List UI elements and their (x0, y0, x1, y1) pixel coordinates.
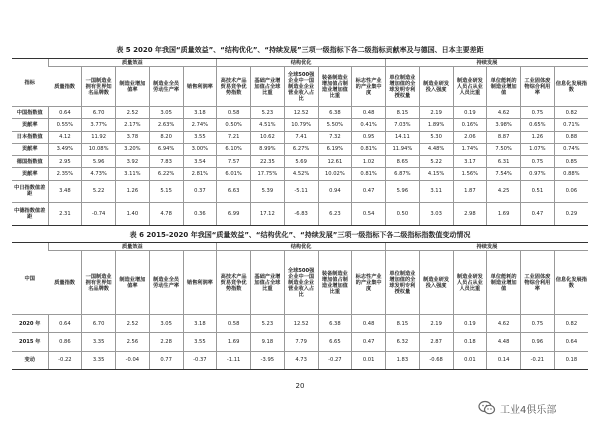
table-cell: 1.07% (521, 143, 555, 155)
table-cell: 4.51% (251, 119, 285, 131)
t5-column-header: 销售利润率 (183, 67, 217, 107)
table-row (12, 315, 588, 333)
t5-column-header: 制造业研发投入强度 (419, 67, 453, 107)
table-cell: 5.96 (82, 156, 116, 168)
t6-column-header: 基础产业增加值占全球比重 (251, 251, 285, 315)
table-cell: 1.26 (521, 131, 555, 143)
table-cell: 0.01 (352, 351, 386, 369)
t6-column-header: 标志性产业的产业集中度 (352, 251, 386, 315)
table-cell: 3.11% (116, 168, 150, 180)
table-cell: 0.77 (149, 351, 183, 369)
t5-column-header: 高技术产品贸易竞争优势指数 (217, 67, 251, 107)
table-cell: 6.94% (149, 143, 183, 155)
table-cell: 6.23 (318, 203, 352, 226)
table-cell: 3.18 (183, 107, 217, 119)
table-cell: 12.52 (284, 107, 318, 119)
table-cell: 2.74% (183, 119, 217, 131)
table-cell: -0.68 (419, 351, 453, 369)
t6-group-structure: 结构优化 (217, 243, 386, 251)
table-cell: -3.95 (251, 351, 285, 369)
table-cell: 0.82 (554, 315, 588, 333)
row-label: 2015 年 (12, 333, 48, 351)
table-cell: 5.96 (386, 180, 420, 203)
table-cell: 3.11 (419, 180, 453, 203)
table-cell: 0.75 (521, 315, 555, 333)
table-cell: -0.22 (48, 351, 82, 369)
table-cell: 3.78 (116, 131, 150, 143)
t5-group-sustain: 持续发展 (386, 59, 589, 67)
t5-column-header: 一国制造业拥有世界知名品牌数 (82, 67, 116, 107)
table-cell: 1.26 (116, 180, 150, 203)
table-cell: 2.56 (116, 333, 150, 351)
table-cell: 6.87% (386, 168, 420, 180)
table-cell: 2.31 (48, 203, 82, 226)
table-cell: 2.52 (116, 107, 150, 119)
table6 (12, 242, 588, 370)
table-cell: 3.48 (48, 180, 82, 203)
table-cell: 0.64 (554, 333, 588, 351)
t6-column-header: 全球500强企业中一国制造业企业营业收入占比 (284, 251, 318, 315)
t6-group-quality: 质量效益 (48, 243, 217, 251)
table-cell: 0.47 (352, 180, 386, 203)
t5-column-header: 装备制造业增加值占制造业增加值比重 (318, 67, 352, 107)
table-cell: 0.37 (183, 180, 217, 203)
table-cell: 6.38 (318, 315, 352, 333)
table-cell: -0.74 (82, 203, 116, 226)
table-cell: 2.95 (48, 156, 82, 168)
t5-column-header: 制造业增加值率 (116, 67, 150, 107)
table-cell: 12.61 (318, 156, 352, 168)
table-cell: 3.20% (116, 143, 150, 155)
table-cell: 2.19 (419, 107, 453, 119)
table-row (12, 351, 588, 369)
watermark (478, 400, 556, 416)
table-cell: 2.28 (149, 333, 183, 351)
table-cell: 7.32 (318, 131, 352, 143)
table-cell: 6.38 (318, 107, 352, 119)
table6-caption: 表 6 2015-2020 年我国“质量效益”、“结构优化”、“持续发展”三项一级指标下各二级指标指数值变动情况 (129, 231, 471, 239)
table-cell: 5.22 (82, 180, 116, 203)
table-row (12, 107, 588, 119)
table-cell: 3.98% (487, 119, 521, 131)
table-cell: 7.50% (487, 143, 521, 155)
table-cell: 2.35% (48, 168, 82, 180)
table-cell: 1.83 (386, 351, 420, 369)
table-cell: 1.69 (487, 203, 521, 226)
t5-column-header: 基础产业增加值占全球比重 (251, 67, 285, 107)
table-row (12, 180, 588, 203)
table-cell: 4.48% (419, 143, 453, 155)
table-cell: 0.50% (217, 119, 251, 131)
table-cell: 6.65 (318, 333, 352, 351)
table-cell: 8.87 (487, 131, 521, 143)
table-cell: 7.79 (284, 333, 318, 351)
table-cell: 3.00% (183, 143, 217, 155)
table-cell: 0.18 (554, 351, 588, 369)
table-cell: 4.25 (487, 180, 521, 203)
row-label: 中国指数值 (12, 107, 48, 119)
table-cell: 0.06 (554, 180, 588, 203)
table-cell: -0.37 (183, 351, 217, 369)
table-cell: -5.11 (284, 180, 318, 203)
row-label: 贡献率 (12, 119, 48, 131)
table-cell: 0.19 (453, 107, 487, 119)
table-cell: 4.12 (48, 131, 82, 143)
table-cell: 10.79% (284, 119, 318, 131)
table-row (12, 168, 588, 180)
table-cell: 1.56% (453, 168, 487, 180)
t5-column-header: 标志性产业的产业集中度 (352, 67, 386, 107)
table-cell: 3.55 (183, 131, 217, 143)
table-cell: 2.17% (116, 119, 150, 131)
table-cell: 8.99% (251, 143, 285, 155)
table-cell: 5.23 (251, 315, 285, 333)
t6-column-header: 质量指数 (48, 251, 82, 315)
table-cell: 0.47 (352, 333, 386, 351)
table-cell: 0.65% (521, 119, 555, 131)
table-cell: 10.02% (318, 168, 352, 180)
table-cell: 1.87 (453, 180, 487, 203)
table-cell: 4.73% (82, 168, 116, 180)
table-cell: 6.99 (217, 203, 251, 226)
table-cell: 0.88 (554, 131, 588, 143)
table-cell: 3.18 (183, 315, 217, 333)
table-cell: 3.17 (453, 156, 487, 168)
row-label: 贡献率 (12, 143, 48, 155)
table-cell: 11.94% (386, 143, 420, 155)
row-label: 变动 (12, 351, 48, 369)
table-cell: 5.50% (318, 119, 352, 131)
table-cell: 5.39 (251, 180, 285, 203)
table-cell: 3.35 (82, 351, 116, 369)
table-cell: -0.04 (116, 351, 150, 369)
table5-caption: 表 5 2020 年我国“质量效益”、“结构优化”、“持续发展”三项一级指标下各二级指标贡献率及与德国、日本主要差距 (116, 46, 484, 54)
table-cell: 0.74% (554, 143, 588, 155)
table-cell: -1.11 (217, 351, 251, 369)
table-cell: 6.70 (82, 315, 116, 333)
table-cell: 0.18 (453, 333, 487, 351)
table-cell: 12.52 (284, 315, 318, 333)
table-cell: 5.30 (419, 131, 453, 143)
row-label: 日本指数值 (12, 131, 48, 143)
table-cell: 2.63% (149, 119, 183, 131)
table-cell: 2.87 (419, 333, 453, 351)
table5 (12, 58, 588, 226)
table-cell: 1.02 (352, 156, 386, 168)
wechat-icon (478, 400, 496, 416)
t5-column-header: 单位能耗的制造业增加值 (487, 67, 521, 107)
t6-column-header: 高技术产品贸易竞争优势指数 (217, 251, 251, 315)
table-cell: 3.55 (183, 333, 217, 351)
table-cell: 7.57 (217, 156, 251, 168)
table-cell: 5.15 (149, 180, 183, 203)
t5-column-header: 制造业研发人员占从业人员比重 (453, 67, 487, 107)
t6-column-header: 制造业研发投入强度 (419, 251, 453, 315)
table-cell: 0.29 (554, 203, 588, 226)
row-label: 德国指数值 (12, 156, 48, 168)
t6-column-header: 单位制造业增加值的全球发明专利授权量 (386, 251, 420, 315)
table-cell: 3.05 (149, 107, 183, 119)
table-cell: 0.71% (554, 119, 588, 131)
table-cell: 0.85 (554, 156, 588, 168)
table-cell: 0.64 (48, 107, 82, 119)
table-cell: 0.58 (217, 107, 251, 119)
table-cell: 4.73 (284, 351, 318, 369)
table-cell: 4.78 (149, 203, 183, 226)
watermark-text: 工业4俱乐部 (500, 404, 557, 416)
table-cell: 0.47 (521, 203, 555, 226)
table-cell: 4.48 (487, 333, 521, 351)
table-cell: 3.49% (48, 143, 82, 155)
table-cell: 2.81% (183, 168, 217, 180)
t6-column-header: 制造业增加值率 (116, 251, 150, 315)
table-cell: 5.23 (251, 107, 285, 119)
table-cell: 4.15% (419, 168, 453, 180)
table-cell: 1.40 (116, 203, 150, 226)
table-cell: 0.48 (352, 315, 386, 333)
t6-column-header: 工业固体废物综合利用率 (521, 251, 555, 315)
t5-column-header: 信息化发展指数 (554, 67, 588, 107)
table-cell: 6.01% (217, 168, 251, 180)
table-cell: 0.96 (521, 333, 555, 351)
table-cell: 1.89% (419, 119, 453, 131)
table-cell: 0.82 (554, 107, 588, 119)
t5-column-header: 工业固体废物综合利用率 (521, 67, 555, 107)
table-cell: 8.15 (386, 315, 420, 333)
row-label: 中日指数值差距 (12, 180, 48, 203)
table-cell: 0.50 (386, 203, 420, 226)
table-cell: 6.27% (284, 143, 318, 155)
table-cell: 0.36 (183, 203, 217, 226)
table-cell: 0.41% (352, 119, 386, 131)
table-cell: 0.86 (48, 333, 82, 351)
table-cell: -0.21 (521, 351, 555, 369)
table-cell: -0.27 (318, 351, 352, 369)
row-label: 2020 年 (12, 315, 48, 333)
t5-header-indicator: 指标 (12, 59, 48, 107)
table-cell: 4.62 (487, 315, 521, 333)
t6-column-header: 信息化发展指数 (554, 251, 588, 315)
table-cell: 3.03 (419, 203, 453, 226)
table-cell: 17.12 (251, 203, 285, 226)
table-cell: 7.03% (386, 119, 420, 131)
table-cell: 0.01 (453, 351, 487, 369)
table-cell: 0.95 (352, 131, 386, 143)
page-number: 20 (295, 382, 305, 390)
t5-column-header: 制造业全员劳动生产率 (149, 67, 183, 107)
table-cell: 6.10% (217, 143, 251, 155)
table-cell: 0.19 (453, 315, 487, 333)
table-cell: 0.51 (521, 180, 555, 203)
table-row (12, 203, 588, 226)
table-cell: 7.83 (149, 156, 183, 168)
table-cell: 7.21 (217, 131, 251, 143)
table-cell: 0.75 (521, 156, 555, 168)
table-cell: 0.81% (352, 168, 386, 180)
table-cell: 5.69 (284, 156, 318, 168)
table-cell: 0.64 (48, 315, 82, 333)
table-cell: 2.19 (419, 315, 453, 333)
table-cell: 8.15 (386, 107, 420, 119)
t6-column-header: 制造业全员劳动生产率 (149, 251, 183, 315)
table-cell: 8.65 (386, 156, 420, 168)
table-cell: 0.97% (521, 168, 555, 180)
table-cell: 17.75% (251, 168, 285, 180)
table-cell: 5.22 (419, 156, 453, 168)
t6-column-header: 一国制造业拥有世界知名品牌数 (82, 251, 116, 315)
table-row (12, 143, 588, 155)
table-cell: 14.11 (386, 131, 420, 143)
table-cell: 8.20 (149, 131, 183, 143)
table-cell: 0.88% (554, 168, 588, 180)
table-cell: 6.31 (487, 156, 521, 168)
table-cell: 6.63 (217, 180, 251, 203)
t5-column-header: 质量指数 (48, 67, 82, 107)
t6-group-sustain: 持续发展 (386, 243, 589, 251)
table-cell: 3.35 (82, 333, 116, 351)
row-label: 中德指数值差距 (12, 203, 48, 226)
table-cell: 0.81% (352, 143, 386, 155)
t5-group-quality: 质量效益 (48, 59, 217, 67)
table-cell: 0.54 (352, 203, 386, 226)
table-cell: 0.94 (318, 180, 352, 203)
table-cell: 0.16% (453, 119, 487, 131)
table-cell: 0.14 (487, 351, 521, 369)
table-cell: 4.52% (284, 168, 318, 180)
table-cell: 3.05 (149, 315, 183, 333)
table-cell: -6.83 (284, 203, 318, 226)
table-cell: 7.54% (487, 168, 521, 180)
table-cell: 0.48 (352, 107, 386, 119)
table-cell: 3.77% (82, 119, 116, 131)
table-cell: 10.62 (251, 131, 285, 143)
table-cell: 1.69 (217, 333, 251, 351)
t6-column-header: 制造业研发人员占从业人员比重 (453, 251, 487, 315)
table-cell: 2.52 (116, 315, 150, 333)
table-cell: 2.98 (453, 203, 487, 226)
table-cell: 3.54 (183, 156, 217, 168)
t5-group-structure: 结构优化 (217, 59, 386, 67)
t5-column-header: 全球500强企业中一国制造业企业营业收入占比 (284, 67, 318, 107)
t5-column-header: 单位制造业增加值的全球发明专利授权量 (386, 67, 420, 107)
table-cell: 1.74% (453, 143, 487, 155)
table-cell: 6.22% (149, 168, 183, 180)
t6-column-header: 单位能耗的制造业增加值 (487, 251, 521, 315)
table-row (12, 333, 588, 351)
table-cell: 3.92 (116, 156, 150, 168)
table-cell: 6.70 (82, 107, 116, 119)
row-label: 贡献率 (12, 168, 48, 180)
table-cell: 2.06 (453, 131, 487, 143)
table-cell: 22.35 (251, 156, 285, 168)
table-cell: 0.58 (217, 315, 251, 333)
table-row (12, 156, 588, 168)
table-cell: 4.62 (487, 107, 521, 119)
table-cell: 11.92 (82, 131, 116, 143)
t6-header-country: 中国 (12, 243, 48, 315)
table-cell: 0.75 (521, 107, 555, 119)
table-cell: 6.32 (386, 333, 420, 351)
table-row (12, 131, 588, 143)
t6-column-header: 销售利润率 (183, 251, 217, 315)
table-cell: 7.41 (284, 131, 318, 143)
table-cell: 9.18 (251, 333, 285, 351)
table-cell: 10.08% (82, 143, 116, 155)
table-cell: 6.19% (318, 143, 352, 155)
t6-column-header: 装备制造业增加值占制造业增加值比重 (318, 251, 352, 315)
table-row (12, 119, 588, 131)
table-cell: 0.55% (48, 119, 82, 131)
